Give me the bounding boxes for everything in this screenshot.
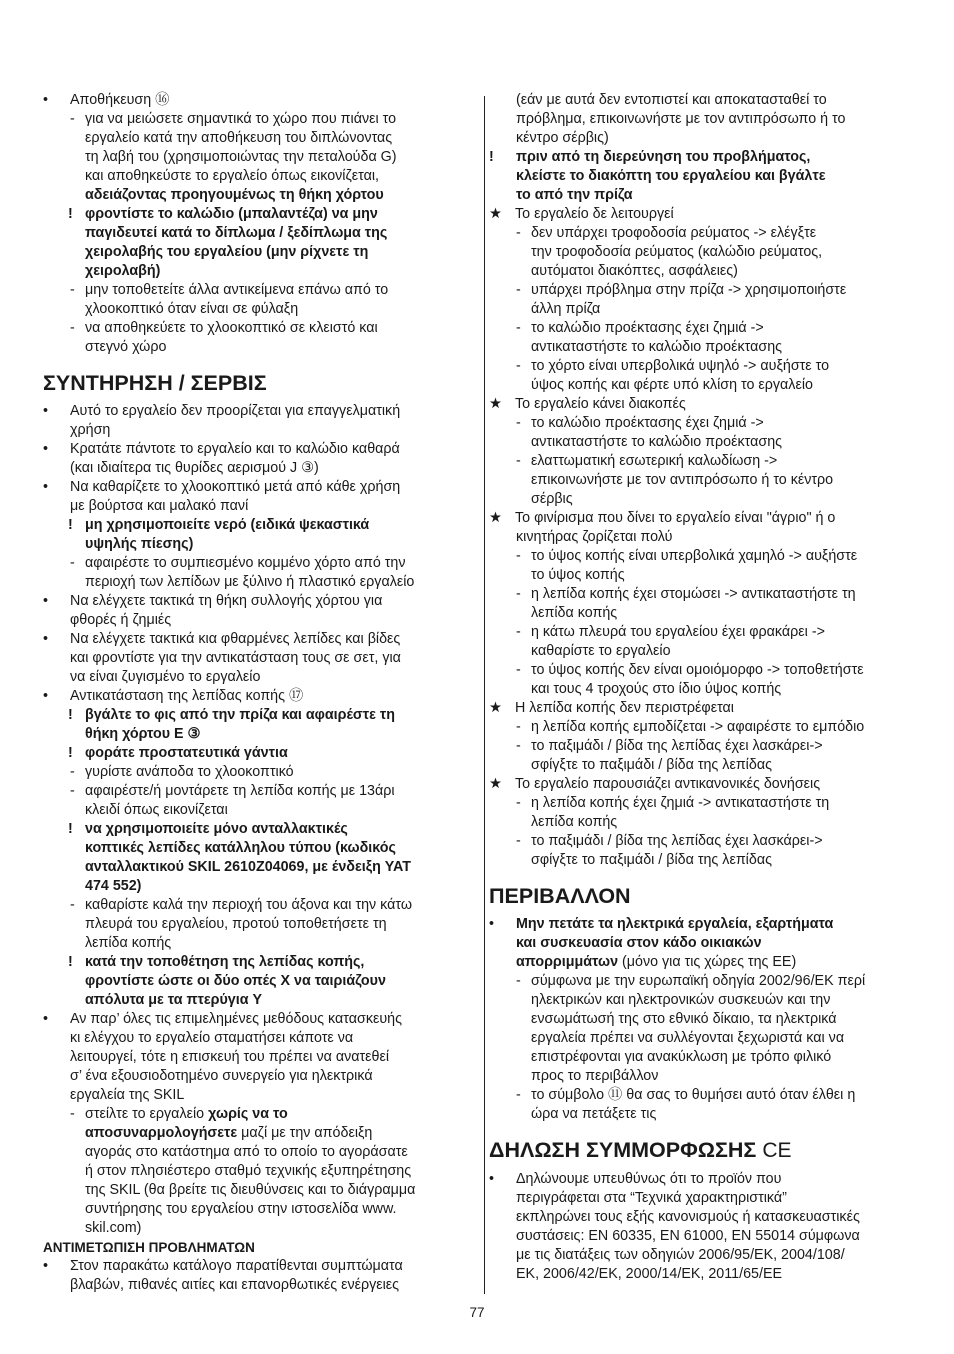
line-text: (εάν με αυτά δεν εντοπιστεί και αποκατασταθεί το [516,92,827,108]
warning-marker: ! [68,206,73,222]
line-text: το ύψος κοπής [531,567,625,583]
text-line [489,623,913,642]
text-line [489,566,913,585]
section-heading [489,1137,913,1164]
line-text: Μην πετάτε τα ηλεκτρικά εργαλεία, εξαρτήματα [516,916,834,932]
text-line [489,452,913,471]
line-text: Το εργαλείο παρουσιάζει αντικανονικές δονήσεις [515,776,821,792]
text-line [43,573,465,592]
line-text: πρόβλημα, επικοινωνήστε με τον αντιπρόσωπο ή το [516,111,846,127]
star-marker: ★ [489,206,502,222]
text-line [489,642,913,661]
line-text: σέρβις [531,491,573,507]
warning-marker: ! [68,745,73,761]
bullet-marker: • [43,631,49,647]
bullet-marker: • [43,1011,49,1027]
text-line [489,319,913,338]
line-text: εργαλεία πρέπει να συλλέγονται ξεχωριστά και να [531,1030,845,1046]
line-text: επιστρέφονται για ανακύκλωση με τρόπο φιλικό [531,1049,832,1065]
text-line [43,991,465,1010]
text-line [489,1048,913,1067]
line-text: το χόρτο είναι υπερβολικά υψηλό -> αυξήστε το [531,358,830,374]
dash-marker: - [516,358,521,374]
text-line [43,1105,465,1124]
line-text: τη λαβή του (χρησιμοποιώντας την πεταλούδα G) [85,149,397,165]
text-line [43,725,465,744]
line-text: Αν παρ’ όλες τις επιμελημένες μεθόδους κατασκευής [70,1011,403,1027]
line-text: σφίγξτε το παξιμάδι / βίδα της λεπίδας [531,757,772,773]
bullet-marker: • [43,441,49,457]
line-text: κατά την τοποθέτηση της λεπίδας κοπής, [85,954,365,970]
dash-marker: - [70,783,75,799]
line-text: Να καθαρίζετε το χλοοκοπτικό μετά από κάθε χρήση [70,479,401,495]
text-line [489,433,913,452]
text-line [43,953,465,972]
text-line [489,262,913,281]
line-text: σύμφωνα με την ευρωπαϊκή οδηγία 2002/96/ΕΚ περί [531,973,866,989]
text-line [43,972,465,991]
text-line [489,851,913,870]
dash-marker: - [516,586,521,602]
line-text: χειρολαβής του εργαλείου (μην ρίχνετε τη [85,244,369,260]
text-line [43,877,465,896]
text-line [489,699,913,718]
text-line [489,1010,913,1029]
dash-marker: - [516,795,521,811]
text-line [489,338,913,357]
line-text: το ύψος κοπής δεν είναι ομοιόμορφο -> τοποθετήστε [531,662,864,678]
text-line [43,1029,465,1048]
line-text: βγάλτε το φις από την πρίζα και αφαιρέστε τη [85,707,395,723]
line-text: αντικαταστήστε το καλώδιο προέκτασης [531,434,783,450]
line-text: την τροφοδοσία ρεύματος (καλώδιο ρεύματος, [531,244,823,260]
text-line [489,300,913,319]
dash-marker: - [70,282,75,298]
line-text: (μόνο για τις χώρες της ΕΕ) [618,954,797,970]
line-text: αντικαταστήστε το καλώδιο προέκτασης [531,339,783,355]
line-text: της SKIL (θα βρείτε τις διευθύνσεις και το διάγραμμα [85,1182,416,1198]
line-text: σφίγξτε το παξιμάδι / βίδα της λεπίδας [531,852,772,868]
line-text: Δηλώνουμε υπευθύνως ότι το προϊόν που [516,1171,782,1187]
text-line [489,471,913,490]
dash-marker: - [70,897,75,913]
dash-marker: - [516,453,521,469]
text-line [489,756,913,775]
text-line [43,858,465,877]
line-text: μην τοποθετείτε άλλα αντικείμενα επάνω από το [85,282,389,298]
text-line [489,680,913,699]
text-line [43,421,465,440]
bullet-marker: • [43,1258,49,1274]
line-text: φροντίστε ώστε οι δύο οπές X να ταιριάζουν [85,973,386,989]
bullet-marker: • [43,479,49,495]
text-line [43,262,465,281]
line-text: με βούρτσα και μαλακό πανί [70,498,249,514]
line-text: για να μειώσετε σημαντικά το χώρο που πιάνει το [85,111,397,127]
line-text: κινητήρας ζορίζεται πολύ [516,529,673,545]
text-line [489,1227,913,1246]
dash-marker: - [516,415,521,431]
text-line [43,319,465,338]
text-line [489,915,913,934]
line-text: εκπληρώνει τους εξής κανονισμούς ή κατασκευαστικές [516,1209,860,1225]
line-text: ώρα να πετάξετε τις [531,1106,657,1122]
line-text: ηλεκτρικών και ηλεκτρονικών συσκευών και την [531,992,831,1008]
line-text: φοράτε προστατευτικά γάντια [85,745,288,761]
dash-marker: - [70,764,75,780]
line-text: ή στον πλησιέστερο σταθμό τεχνικής εξυπηρέτησης [85,1163,412,1179]
line-text: Να ελέγχετε τακτικά τη θήκη συλλογής χόρτου για [70,593,383,609]
line-text: στείλτε το εργαλείο [85,1106,209,1122]
text-line [489,972,913,991]
line-text: βλαβών, πιθανές αιτίες και επανορθωτικές ενέργειες [70,1277,400,1293]
bullet-marker: • [43,92,49,108]
line-text: αγοράς στο κατάστημα από το οποίο το αγοράσατε [85,1144,408,1160]
text-line [43,1162,465,1181]
line-text: να αποθηκεύετε το χλοοκοπτικό σε κλειστό και [85,320,378,336]
ce-mark: CE [762,1139,792,1162]
line-text: Το φινίρισμα που δίνει το εργαλείο είναι "άγριο" ή ο [515,510,836,526]
text-line [489,148,913,167]
text-line [489,357,913,376]
text-line [489,395,913,414]
line-text: Η λεπίδα κοπής δεν περιστρέφεται [515,700,734,716]
line-text: Το εργαλείο κάνει διακοπές [515,396,686,412]
subsection-heading [43,1238,465,1257]
line-text: λειτουργεί, τότε η επισκευή του πρέπει να ανατεθεί [70,1049,390,1065]
text-line [489,547,913,566]
text-line [489,991,913,1010]
text-line [489,186,913,205]
text-line [43,896,465,915]
text-line [489,129,913,148]
dash-marker: - [516,624,521,640]
line-text: η λεπίδα κοπής εμποδίζεται -> αφαιρέστε το εμπόδιο [531,719,865,735]
text-line [43,554,465,573]
line-text-bold: αποσυναρμολογήσετε [85,1125,238,1141]
text-line [43,148,465,167]
dash-marker: - [516,282,521,298]
bullet-marker: • [43,403,49,419]
line-text: φροντίστε το καλώδιο (μπαλαντέζα) να μην [85,206,378,222]
line-text: το παξιμάδι / βίδα της λεπίδας έχει λασκάρει-> [531,738,823,754]
heading-text: ΑΝΤΙΜΕΤΩΠΙΣΗ ΠΡΟΒΛΗΜΑΤΩΝ [43,1240,255,1255]
text-line [43,129,465,148]
text-line [489,953,913,972]
warning-marker: ! [489,149,494,165]
text-line [43,91,465,110]
line-text: Το εργαλείο δε λειτουργεί [515,206,674,222]
section-heading [489,883,913,909]
text-line [489,1265,913,1284]
text-line [43,167,465,186]
text-line [43,1276,465,1295]
text-line [489,934,913,953]
text-line [489,775,913,794]
dash-marker: - [516,719,521,735]
line-text: να είναι ζυγισμένο το εργαλείο [70,669,261,685]
text-line [43,459,465,478]
star-marker: ★ [489,700,502,716]
text-line [43,630,465,649]
text-line [43,782,465,801]
text-line [489,91,913,110]
line-text: περιγράφεται στα “Τεχνικά χαρακτηριστικά” [516,1190,787,1206]
line-text: ανταλλακτικού SKIL 2610Z04069, με ένδειξη YAT [85,859,412,875]
text-line [43,516,465,535]
text-line [489,281,913,300]
right-column [489,91,913,1284]
dash-marker: - [70,111,75,127]
dash-marker: - [516,973,521,989]
line-text: παγιδευτεί κατά το δίπλωμα / ξεδίπλωμα της [85,225,388,241]
warning-marker: ! [68,517,73,533]
dash-marker: - [516,738,521,754]
line-text: το σύμβολο ⑪ θα σας το θυμήσει αυτό όταν έλθει η [531,1087,856,1103]
line-text: θήκη χόρτου E ③ [85,726,201,742]
text-line [489,718,913,737]
line-text: προς το περιβάλλον [531,1068,659,1084]
text-line [43,186,465,205]
text-line [43,687,465,706]
text-line [489,1189,913,1208]
line-text: Αυτό το εργαλείο δεν προορίζεται για επαγγελματική [70,403,401,419]
text-line [43,497,465,516]
heading-text: ΠΕΡΙΒΑΛΛΟΝ [489,884,631,908]
text-line [489,813,913,832]
line-text: η λεπίδα κοπής έχει στομώσει -> αντικαταστήστε τη [531,586,856,602]
line-text: απόλυτα με τα πτερύγια Y [85,992,263,1008]
line-text: κοπτικές λεπίδες κατάλληλου τύπου (κωδικός [85,840,396,856]
line-text: σ’ ένα εξουσιοδοτημένο συνεργείο για ηλεκτρικά [70,1068,373,1084]
text-line [489,1029,913,1048]
line-text: η κάτω πλευρά του εργαλείου έχει φρακάρει -> [531,624,825,640]
line-text: ΕΚ, 2006/42/ΕΚ, 2000/14/ΕΚ, 2011/65/ΕΕ [516,1266,783,1282]
text-line [489,224,913,243]
dash-marker: - [516,548,521,564]
text-line [489,585,913,604]
line-text: η λεπίδα κοπής έχει ζημιά -> αντικαταστήστε τη [531,795,830,811]
text-line [489,167,913,186]
warning-marker: ! [68,954,73,970]
line-text: πλευρά του εργαλείου, προτού τοποθετήσετε τη [85,916,387,932]
text-line [489,528,913,547]
left-column [43,91,465,1295]
dash-marker: - [70,320,75,336]
line-text: 474 552) [85,878,142,894]
line-text: Να ελέγχετε τακτικά κια φθαρμένες λεπίδες και βίδες [70,631,401,647]
star-marker: ★ [489,396,502,412]
bullet-marker: • [489,1171,495,1187]
column-divider [484,96,485,1294]
text-line [43,402,465,421]
text-line [43,300,465,319]
text-line [489,243,913,262]
dash-marker: - [70,1106,75,1122]
dash-marker: - [516,662,521,678]
text-line [489,1170,913,1189]
page-number: 77 [469,1305,485,1320]
text-line [489,490,913,509]
text-line [489,1067,913,1086]
line-text: αφαιρέστε/ή μοντάρετε τη λεπίδα κοπής με 13άρι [85,783,395,799]
text-line [43,338,465,357]
text-line [489,661,913,680]
bullet-marker: • [43,688,49,704]
line-text: μη χρησιμοποιείτε νερό (ειδικά ψεκαστικά [85,517,370,533]
dash-marker: - [516,225,521,241]
text-line [43,440,465,459]
line-text: το παξιμάδι / βίδα της λεπίδας έχει λασκάρει-> [531,833,823,849]
text-line [43,205,465,224]
text-line [43,934,465,953]
line-text: χλοοκοπτικό όταν είναι σε φύλαξη [85,301,299,317]
dash-marker: - [516,320,521,336]
line-text: και συσκευασία στον κάδο οικιακών [516,935,762,951]
line-text: χρήση [70,422,111,438]
text-line [43,1124,465,1143]
text-line [43,744,465,763]
line-text: Αντικατάσταση της λεπίδας κοπής ⑰ [70,688,304,704]
line-text: το από την πρίζα [516,187,633,203]
line-text: κέντρο σέρβις) [516,130,609,146]
text-line [43,1010,465,1029]
line-text: χειρολαβή) [85,263,161,279]
text-line [43,1257,465,1276]
dash-marker: - [70,555,75,571]
section-heading [43,370,465,396]
line-text: υπάρχει πρόβλημα στην πρίζα -> χρησιμοποιήστε [531,282,847,298]
line-text: να χρησιμοποιείτε μόνο ανταλλακτικές [85,821,348,837]
text-line [43,535,465,554]
line-text: κλειδί όπως εικονίζεται [85,802,228,818]
line-text: Αποθήκευση ⑯ [70,92,170,108]
star-marker: ★ [489,510,502,526]
line-text: ενσωμάτωσή της στο εθνικό δίκαιο, τα ηλεκτρικά [531,1011,837,1027]
line-text: αδειάζοντας προηγουμένως τη θήκη χόρτου [85,187,384,203]
line-text: λεπίδα κοπής [531,814,618,830]
line-text: άλλη πρίζα [531,301,601,317]
line-text: καθαρίστε καλά την περιοχή του άξονα και την κάτω [85,897,413,913]
line-text: καθαρίστε το εργαλείο [531,643,671,659]
text-line [43,1181,465,1200]
line-text: πριν από τη διερεύνηση του προβλήματος, [516,149,811,165]
text-line [43,1143,465,1162]
line-text: στεγνό χώρο [85,339,167,355]
text-line [489,1086,913,1105]
line-text: ελαττωματική εσωτερική καλωδίωση -> [531,453,778,469]
text-line [43,224,465,243]
text-line [43,1048,465,1067]
line-text: κι ελέγχου το εργαλείο σταματήσει κάποτε να [70,1030,354,1046]
text-line [43,706,465,725]
line-text: εργαλεία της SKIL [70,1087,185,1103]
text-line [43,839,465,858]
star-marker: ★ [489,776,502,792]
text-line [43,281,465,300]
bullet-marker: • [489,916,495,932]
text-line [43,820,465,839]
line-text: Στον παρακάτω κατάλογο παρατίθενται συμπτώματα [70,1258,403,1274]
text-line [43,110,465,129]
line-text: επικοινωνήστε με τον αντιπρόσωπο ή το κέντρο [531,472,834,488]
text-line [489,737,913,756]
text-line [43,801,465,820]
line-text: το καλώδιο προέκτασης έχει ζημιά -> [531,320,764,336]
text-line [489,604,913,623]
line-text: το ύψος κοπής είναι υπερβολικά χαμηλό -> αυξήστε [531,548,858,564]
line-text: συστάσεις: EN 60335, EN 61000, EN 55014 σύμφωνα [516,1228,860,1244]
text-line [489,110,913,129]
text-line [489,832,913,851]
text-line [43,243,465,262]
line-text: με τις διατάξεις των οδηγιών 2006/95/ΕΚ, 2004/108/ [516,1247,845,1263]
text-line [489,414,913,433]
text-line [43,763,465,782]
line-text: λεπίδα κοπής [531,605,618,621]
dash-marker: - [516,1087,521,1103]
text-line [43,592,465,611]
line-text: λεπίδα κοπής [85,935,172,951]
text-line [489,205,913,224]
text-line [489,376,913,395]
bullet-marker: • [43,593,49,609]
warning-marker: ! [68,821,73,837]
line-text: και αποθηκεύστε το εργαλείο όπως εικονίζεται, [85,168,380,184]
text-line [489,794,913,813]
line-text: κλείστε το διακόπτη του εργαλείου και βγάλτε [516,168,826,184]
line-text: μαζί με την απόδειξη [237,1125,373,1141]
line-text: περιοχή των λεπίδων με ξύλινο ή πλαστικό εργαλείο [85,574,415,590]
heading-text: ΔΗΛΩΣΗ ΣΥΜΜΟΡΦΩΣΗΣ [489,1138,757,1162]
line-text: (και ιδιαίτερα τις θυρίδες αερισμού J ③) [70,460,319,476]
text-line [43,611,465,630]
line-text: εργαλείο κατά την αποθήκευση του διπλώνοντας [85,130,393,146]
line-text: και φροντίστε για την αντικατάσταση τους σε σετ, για [70,650,401,666]
line-text: υψηλής πίεσης) [85,536,194,552]
text-line [489,1208,913,1227]
line-text: skil.com) [85,1220,142,1236]
line-text: Κρατάτε πάντοτε το εργαλείο και το καλώδιο καθαρά [70,441,400,457]
dash-marker: - [516,833,521,849]
text-line [43,649,465,668]
warning-marker: ! [68,707,73,723]
line-text: το καλώδιο προέκτασης έχει ζημιά -> [531,415,764,431]
line-text: και τους 4 τροχούς στο ίδιο ύψος κοπής [531,681,782,697]
text-line [489,1105,913,1124]
line-text: ύψος κοπής και φέρτε υπό κλίση το εργαλείο [531,377,813,393]
text-line [489,1246,913,1265]
text-line [43,1086,465,1105]
text-line [43,478,465,497]
line-text-bold: απορριμμάτων [516,954,619,970]
line-text: συντήρησης του εργαλείου στην ιστοσελίδα www. [85,1201,397,1217]
line-text: αυτόματοι διακόπτες, ασφάλειες) [531,263,738,279]
text-line [43,915,465,934]
text-line [43,1200,465,1219]
line-text-bold: χωρίς να το [208,1106,288,1122]
text-line [43,668,465,687]
text-line [43,1219,465,1238]
line-text: γυρίστε ανάποδα το χλοοκοπτικό [85,764,294,780]
text-line [43,1067,465,1086]
line-text: φθορές ή ζημιές [70,612,172,628]
line-text: αφαιρέστε το συμπιεσμένο κομμένο χόρτο από την [85,555,406,571]
text-line [489,509,913,528]
line-text: δεν υπάρχει τροφοδοσία ρεύματος -> ελέγξτε [531,225,817,241]
heading-text: ΣΥΝΤΗΡΗΣΗ / ΣΕΡΒΙΣ [43,371,267,395]
